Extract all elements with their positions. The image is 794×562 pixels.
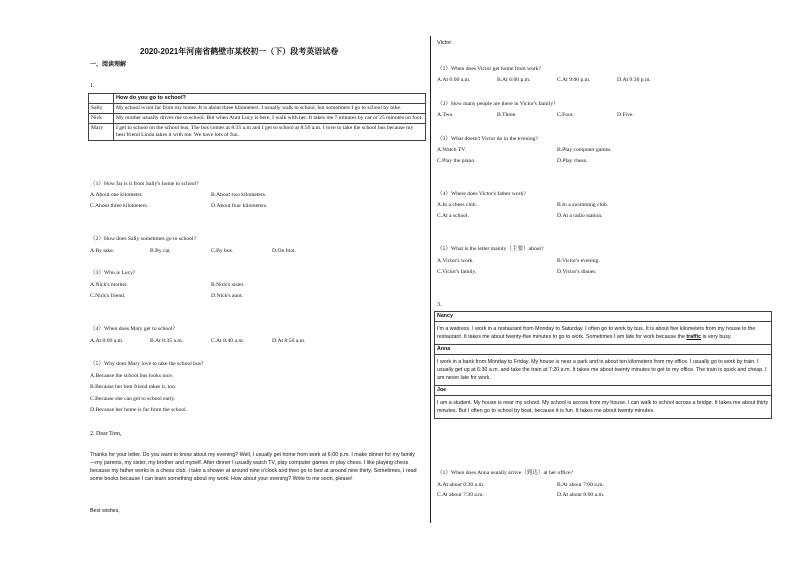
text-part: I'm a waitress. I work in a restaurant from Monday to Saturday. I often go to work by bus. It is about five kilometers from my house to the restaurant. It takes me about twenty-five minutes to go to work. Sometimes I am late for work because the <box>437 326 756 340</box>
table-row <box>435 322 772 345</box>
person-text <box>435 322 772 345</box>
option[interactable]: C.Victor's family. <box>437 269 477 275</box>
column-divider <box>430 36 431 523</box>
option[interactable]: C.About three kilometers. <box>90 203 149 209</box>
option[interactable]: D.Nick's aunt. <box>211 293 243 299</box>
row-text: I get to school on the school bus. The bus comes at 8:35 a.m and I get to school at 8:50 a.m. I love to take the school bus because my best friend Linda takes it with me. We have lots of fun. <box>114 124 426 141</box>
option[interactable]: C.By bus. <box>211 248 234 254</box>
option[interactable]: A.At 8:00 a.m. <box>90 338 124 344</box>
commute-table <box>88 93 426 141</box>
question-text: （2）How many people are there in Victor's family? <box>437 101 556 107</box>
highlighted-word: traffic <box>686 334 702 340</box>
row-text: My school is not far from my home. It is about three kilometers. I usually walk to school, but sometimes I go to school by bike. <box>114 104 426 114</box>
row-name: Mary <box>89 124 114 141</box>
option[interactable]: D.At about 8:00 a.m. <box>557 492 605 498</box>
question-text: （1）When does Anna usually arrive（到达）at her office? <box>437 470 573 476</box>
option[interactable]: B.At 8:35 a.m. <box>150 338 184 344</box>
option[interactable]: A.By take. <box>90 248 115 254</box>
question-text: （4）When does Mary get to school? <box>90 326 175 332</box>
option[interactable]: B.Because her best friend takes it, too. <box>90 384 177 390</box>
question-text: （5）Why does Mary love to take the school bus? <box>90 361 204 367</box>
table-row <box>435 386 772 396</box>
person-text: I work in a bank from Monday to Friday. My house is near a park and is about ten kilometers from my office. I usually go to work by train. I usually get up at 6:30 a.m. and take the train at 7:20 a.m. It takes me about twenty minutes to get to my office. The train is quick and cheap. I am never late for work. <box>435 355 772 386</box>
option[interactable]: C.Because she can get to school early. <box>90 396 176 402</box>
option[interactable]: B.At 6:00 p.m. <box>497 77 531 83</box>
page-title: 2020-2021年河南省鹤壁市某校初一（下）段考英语试卷 <box>140 47 339 56</box>
option[interactable]: B.By car. <box>150 248 171 254</box>
people-table <box>434 311 772 419</box>
question-text: （1）How far is it from Sally's home to school? <box>90 181 199 187</box>
text-part: is very busy. <box>701 334 732 340</box>
option[interactable]: D.On foot. <box>272 248 297 254</box>
table-row <box>435 355 772 386</box>
table-row <box>89 124 426 141</box>
question-text: （4）Where does Victor's father work? <box>437 191 526 197</box>
option[interactable]: A.Watch TV. <box>437 147 467 153</box>
option[interactable]: D.Play chess. <box>557 158 588 164</box>
option[interactable]: A.At 6:00 a.m. <box>437 77 471 83</box>
question-text: （1）When does Victor get home from work? <box>437 66 541 72</box>
option[interactable]: D.Victor's dinner. <box>557 269 597 275</box>
table-header: How do you go to school? <box>114 94 426 104</box>
table-row <box>435 396 772 419</box>
question-text: （5）What is the letter mainly（主要）about? <box>437 246 544 252</box>
table-row <box>89 114 426 124</box>
option[interactable]: D.At a radio station. <box>557 213 603 219</box>
option[interactable]: B.Play computer games. <box>557 147 612 153</box>
row-text: My mother usually drives me to school. But when Aunt Lucy is here, I walk with her. It takes me 7 minutes by car or 25 minutes on foot. <box>114 114 426 124</box>
option[interactable]: A.Victor's work. <box>437 258 474 264</box>
option[interactable]: A.About one kilometer. <box>90 192 143 198</box>
option[interactable]: D.At 8:50 a.m. <box>272 338 306 344</box>
row-name: Nick <box>89 114 114 124</box>
person-name: Joe <box>435 386 772 396</box>
letter-closing: Best wishes, <box>90 508 120 514</box>
question-text: （2）How does Sally sometimes go to school? <box>90 236 196 242</box>
option[interactable]: A.In a chess club. <box>437 202 477 208</box>
question-text: （3）Who is Lucy? <box>90 270 136 276</box>
option[interactable]: C.Play the piano. <box>437 158 476 164</box>
option[interactable]: C.Nick's friend. <box>90 293 126 299</box>
section-heading: 一、阅读理解 <box>90 62 127 68</box>
option[interactable]: C.Four. <box>557 112 574 118</box>
option[interactable]: A.At about 6:30 a.m. <box>437 482 485 488</box>
letter-body: Thanks for your letter. Do you want to know about my evening? Well, I usually get home from work at 6:00 p.m. I make dinner for my family—my parents, my sister, my brother and myself. After dinner I usually watch TV, play computer games or play chess. I like playing chess because my father works in a chess club. I take a shower at around nine o'clock and then go to bed at around nine thirty. Sometimes, I read some books because I can learn something about my work. How about your evening? Write to me soon, please! <box>90 452 417 482</box>
option[interactable]: A.Because the school bus looks nice. <box>90 373 174 379</box>
option[interactable]: C.At 9:00 p.m. <box>557 77 591 83</box>
question-text: （3）What doesn't Victor do in the evening? <box>437 136 538 142</box>
table-header-row <box>89 94 426 104</box>
option[interactable]: D.Because her home is far from the school. <box>90 407 188 413</box>
person-name: Nancy <box>435 312 772 322</box>
q3-number: 3. <box>437 302 442 308</box>
option[interactable]: C.At about 7:30 a.m. <box>437 492 484 498</box>
letter-signature: Victor <box>437 40 452 46</box>
table-row <box>435 312 772 322</box>
person-name: Anna <box>435 345 772 355</box>
option[interactable]: B.Nick's sister. <box>211 282 245 288</box>
option[interactable]: C.At a school. <box>437 213 470 219</box>
q1-number: 1. <box>90 83 95 89</box>
table-row <box>89 104 426 114</box>
option[interactable]: A.Nick's mother. <box>90 282 128 288</box>
option[interactable]: D.About four kilometers. <box>211 203 268 209</box>
q2-salutation: 2. Dear Tom, <box>90 431 122 437</box>
option[interactable]: B.Victor's evening. <box>557 258 600 264</box>
row-name: Sally <box>89 104 114 114</box>
option[interactable]: A.Two. <box>437 112 454 118</box>
option[interactable]: B.In a swimming club. <box>557 202 609 208</box>
option[interactable]: B.At about 7:00 a.m. <box>557 482 604 488</box>
option[interactable]: B.About two kilometers. <box>211 192 267 198</box>
option[interactable]: C.At 8:40 a.m. <box>211 338 245 344</box>
option[interactable]: D.Five. <box>617 112 634 118</box>
person-text: I am a student. My house is near my school. My school is across from my house. I can walk to school across a bridge. It takes me about thirty minutes. But I often go to school by boat, because it is fun. It takes me about twenty minutes. <box>435 396 772 419</box>
option[interactable]: B.Three. <box>497 112 517 118</box>
table-row <box>435 345 772 355</box>
option[interactable]: D.At 9:30 p.m. <box>617 77 651 83</box>
